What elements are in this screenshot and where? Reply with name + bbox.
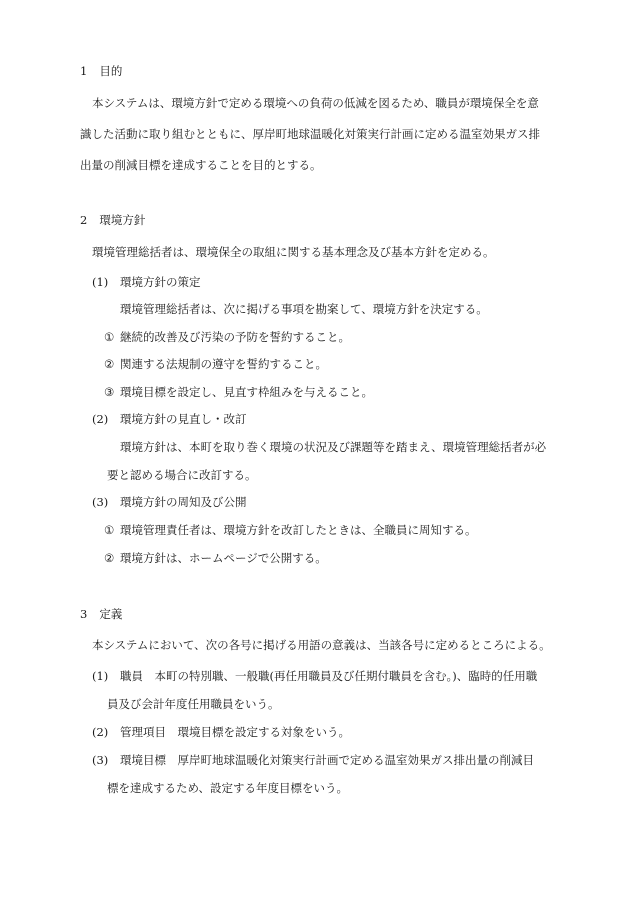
item-mark: ② (104, 551, 115, 565)
section-number: 1 (80, 64, 88, 78)
list-item (104, 522, 477, 538)
section-title: 定義 (99, 607, 123, 621)
section-1-heading (80, 63, 122, 79)
item-text: 環境目標を設定し、見直す枠組みを与えること。 (120, 385, 373, 399)
section-title: 目的 (99, 64, 123, 78)
subsection-heading (92, 494, 247, 510)
item-text: 環境管理責任者は、環境方針を改訂したときは、全職員に周知する。 (120, 523, 477, 537)
subsection-number: (1) (92, 275, 109, 289)
section-2-heading (80, 212, 145, 228)
paragraph-line: 本システムにおいて、次の各号に掲げる用語の意義は、当該各号に定めるところによる。 (92, 638, 551, 652)
item-mark: ① (104, 330, 115, 344)
paragraph-line: 出量の削減目標を達成することを目的とする。 (80, 158, 322, 172)
subsection-number: (3) (92, 495, 109, 509)
subsection-heading (92, 411, 247, 427)
paragraph-line: 標を達成するため、設定する年度目標をいう。 (107, 781, 349, 795)
item-mark: ② (104, 357, 115, 371)
subsection-number: (2) (92, 412, 109, 426)
section-number: 3 (80, 607, 88, 621)
paragraph-line: 員及び会計年度任用職員をいう。 (107, 697, 280, 711)
item-text: 管理項目 環境目標を設定する対象をいう。 (120, 725, 350, 739)
paragraph-line: 要と認める場合に改訂する。 (107, 468, 257, 482)
paragraph-line: 本システムは、環境方針で定める環境への負荷の低減を図るため、職員が環境保全を意 (92, 96, 539, 110)
definition-item (92, 724, 350, 740)
section-title: 環境方針 (99, 213, 146, 227)
subsection-heading (92, 274, 201, 290)
item-number: (2) (92, 725, 109, 739)
list-item (104, 356, 327, 372)
item-number: (3) (92, 753, 109, 767)
section-3-heading (80, 606, 122, 622)
definition-item (92, 752, 534, 768)
paragraph-line: 識した活動に取り組むとともに、厚岸町地球温暖化対策実行計画に定める温室効果ガス排 (80, 127, 540, 141)
paragraph-line: 環境方針は、本町を取り巻く環境の状況及び課題等を踏まえ、環境管理総括者が必 (120, 440, 547, 454)
section-number: 2 (80, 213, 88, 227)
paragraph-line: 環境管理総括者は、次に掲げる事項を勘案して、環境方針を決定する。 (120, 302, 488, 316)
item-text: 環境方針は、ホームページで公開する。 (120, 551, 327, 565)
subsection-title: 環境方針の見直し・改訂 (120, 412, 247, 426)
item-mark: ① (104, 523, 115, 537)
list-item (104, 384, 373, 400)
item-mark: ③ (104, 385, 115, 399)
item-text: 継続的改善及び汚染の予防を誓約すること。 (120, 330, 350, 344)
item-text: 関連する法規制の遵守を誓約すること。 (120, 357, 327, 371)
item-text: 職員 本町の特別職、一般職(再任用職員及び任期付職員を含む。)、臨時的任用職 (120, 669, 538, 683)
list-item (104, 550, 327, 566)
definition-item (92, 668, 537, 684)
subsection-title: 環境方針の周知及び公開 (120, 495, 247, 509)
subsection-title: 環境方針の策定 (120, 275, 201, 289)
item-text: 環境目標 厚岸町地球温暖化対策実行計画で定める温室効果ガス排出量の削減目 (120, 753, 534, 767)
item-number: (1) (92, 669, 109, 683)
paragraph-line: 環境管理総括者は、環境保全の取組に関する基本理念及び基本方針を定める。 (92, 245, 495, 259)
list-item (104, 329, 350, 345)
